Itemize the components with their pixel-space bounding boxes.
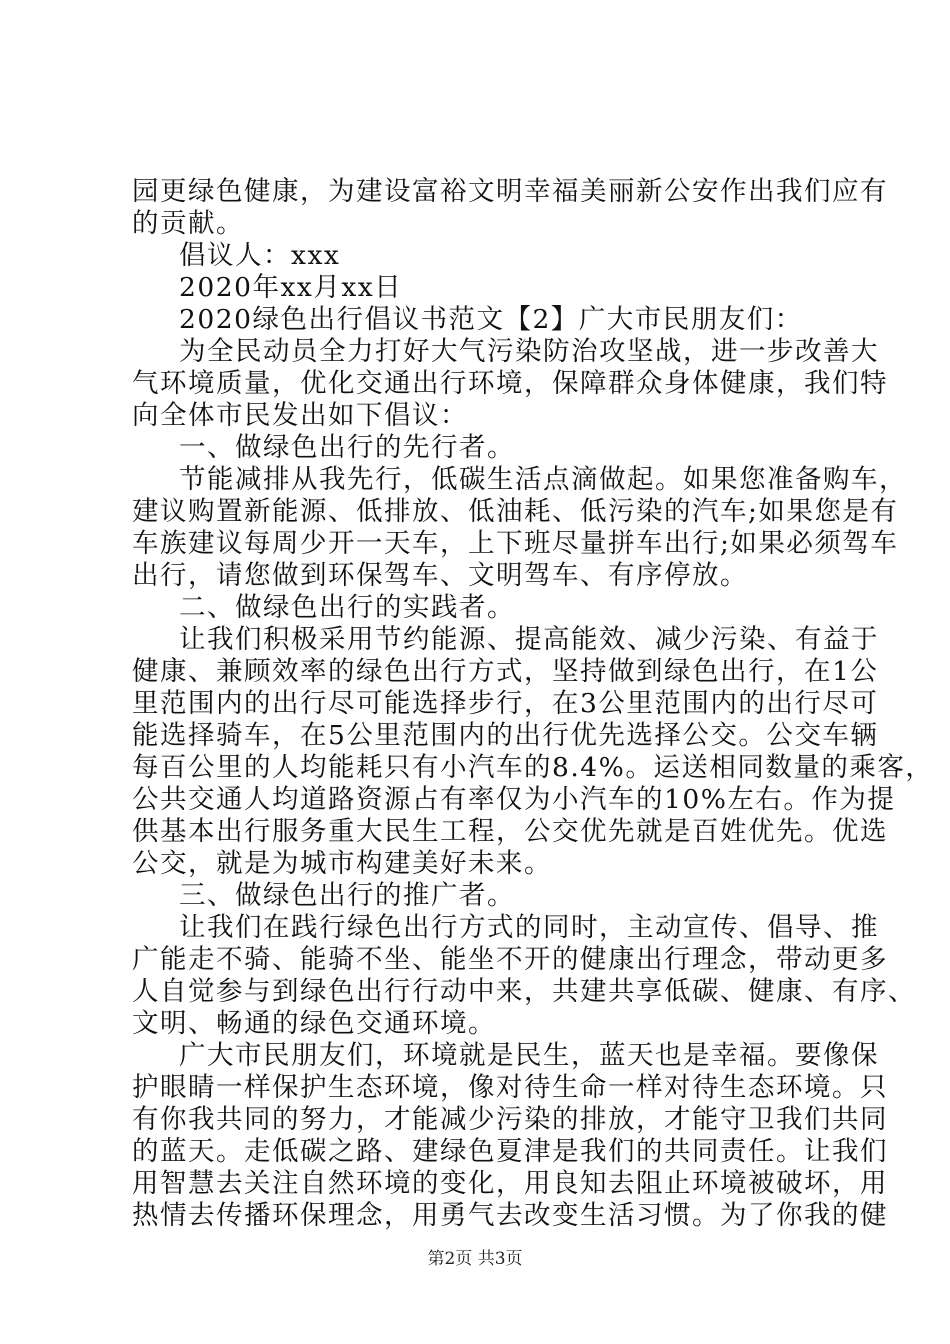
text-line: 2020绿色出行倡议书范文【2】广大市民朋友们：	[179, 304, 803, 335]
document-body	[132, 176, 934, 1232]
text-line: 倡议人：xxx	[179, 240, 341, 271]
text-line: 2020年xx月xx日	[179, 272, 403, 303]
text-line: 健康、兼顾效率的绿色出行方式，坚持做到绿色出行，在1公	[132, 656, 879, 687]
text-line: 每百公里的人均能耗只有小汽车的8.4%。运送相同数量的乘客，	[132, 752, 934, 783]
text-line: 让我们在践行绿色出行方式的同时，主动宣传、倡导、推	[179, 912, 879, 943]
text-line: 气环境质量，优化交通出行环境，保障群众身体健康，我们特	[132, 368, 888, 399]
text-line: 向全体市民发出如下倡议：	[132, 400, 468, 431]
page-footer: 第2页 共3页	[427, 1249, 523, 1269]
text-line: 让我们积极采用节约能源、提高能效、减少污染、有益于	[179, 624, 879, 655]
text-line: 建议购置新能源、低排放、低油耗、低污染的汽车;如果您是有	[132, 496, 899, 527]
text-line: 里范围内的出行尽可能选择步行，在3公里范围内的出行尽可	[132, 688, 879, 719]
text-line: 一、做绿色出行的先行者。	[179, 432, 515, 463]
text-line: 用智慧去关注自然环境的变化，用良知去阻止环境被破坏，用	[132, 1168, 888, 1199]
text-line: 有你我共同的努力，才能减少污染的排放，才能守卫我们共同	[132, 1104, 888, 1135]
text-line: 广能走不骑、能骑不坐、能坐不开的健康出行理念，带动更多	[132, 944, 888, 975]
text-line: 供基本出行服务重大民生工程，公交优先就是百姓优先。优选	[132, 816, 888, 847]
text-line: 热情去传播环保理念，用勇气去改变生活习惯。为了你我的健	[132, 1200, 888, 1231]
text-line: 出行，请您做到环保驾车、文明驾车、有序停放。	[132, 560, 748, 591]
text-line: 能选择骑车，在5公里范围内的出行优先选择公交。公交车辆	[132, 720, 879, 751]
text-line: 节能减排从我先行，低碳生活点滴做起。如果您准备购车，	[179, 464, 907, 495]
text-line: 广大市民朋友们，环境就是民生，蓝天也是幸福。要像保	[179, 1040, 879, 1071]
text-line: 的蓝天。走低碳之路、建绿色夏津是我们的共同责任。让我们	[132, 1136, 888, 1167]
text-line: 人自觉参与到绿色出行行动中来，共建共享低碳、健康、有序、	[132, 976, 916, 1007]
text-line: 的贡献。	[132, 208, 244, 239]
text-line: 三、做绿色出行的推广者。	[179, 880, 515, 911]
text-line: 护眼睛一样保护生态环境，像对待生命一样对待生态环境。只	[132, 1072, 888, 1103]
text-line: 园更绿色健康，为建设富裕文明幸福美丽新公安作出我们应有	[132, 176, 888, 207]
text-line: 为全民动员全力打好大气污染防治攻坚战，进一步改善大	[179, 336, 879, 367]
text-line: 文明、畅通的绿色交通环境。	[132, 1008, 496, 1039]
text-line: 二、做绿色出行的实践者。	[179, 592, 515, 623]
text-line: 公交，就是为城市构建美好未来。	[132, 848, 552, 879]
text-line: 车族建议每周少开一天车，上下班尽量拼车出行;如果必须驾车	[132, 528, 899, 559]
text-line: 公共交通人均道路资源占有率仅为小汽车的10%左右。作为提	[132, 784, 896, 815]
